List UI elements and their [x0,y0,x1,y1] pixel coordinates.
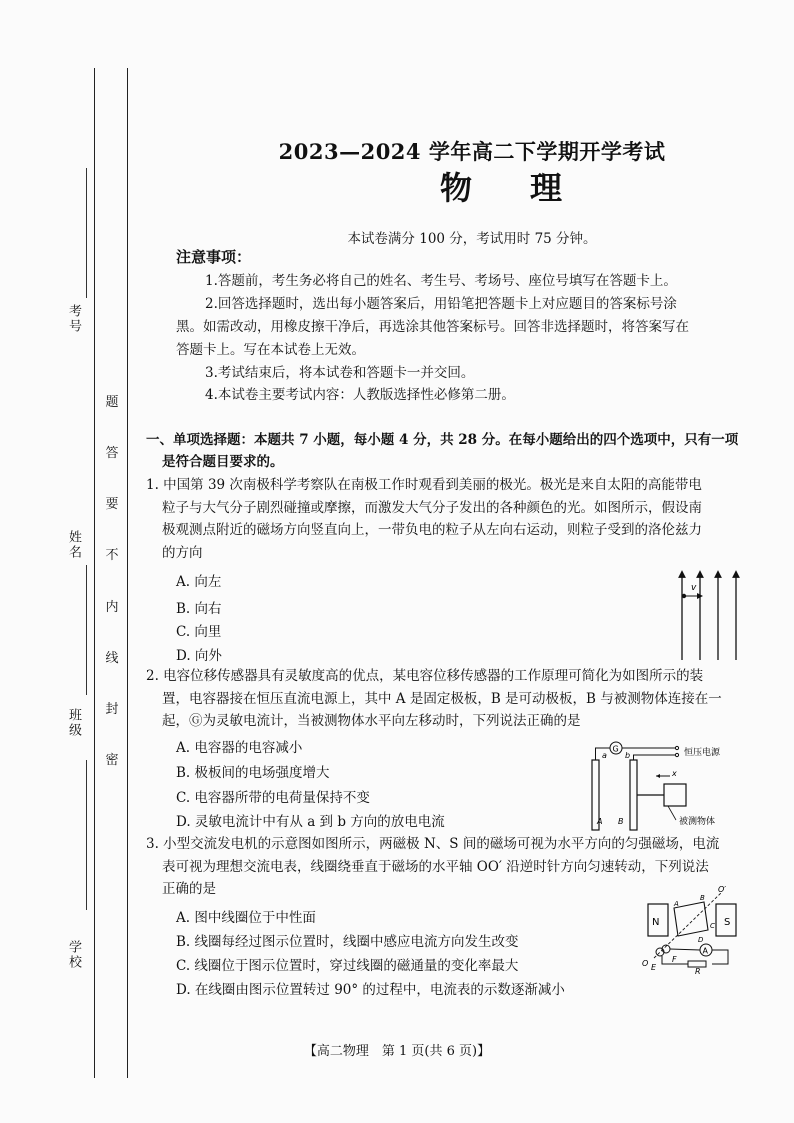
question-1 [146,474,746,564]
displacement-label: x [672,769,677,778]
seal-char: 不 [105,548,119,564]
q3-option-a: A. 图中线圈位于中性面 [176,910,316,926]
q3-option-d: D. 在线圈由图示位置转过 90° 的过程中，电流表的示数逐渐减小 [176,982,565,998]
q1-option-c: C. 向里 [176,624,222,640]
q2-option-c: C. 电容器所带的电荷量保持不变 [176,790,370,806]
plate-b-label: B [618,817,624,826]
class-blank [86,760,87,910]
q2-line-2: 置，电容器接在恒压直流电源上，其中 A 是固定极板，B 是可动极板，B 与被测物体连接在一 [162,690,722,707]
page-footer: 【高二物理 第 1 页(共 6 页)】 [303,1044,491,1059]
section-line-1: 一、单项选择题：本题共 7 小题，每小题 4 分，共 28 分。在每小题给出的四个选项中，只有一项 [146,432,739,448]
q1-option-a: A. 向左 [176,574,222,590]
seal-char: 封 [105,701,119,717]
q2-line-3: 起，Ⓖ为灵敏电流计，当被测物体水平向左移动时，下列说法正确的是 [162,713,581,729]
plate-b [630,760,637,830]
pole-s-label: S [724,917,731,928]
name-blank [86,565,87,695]
q3-option-b: B. 线圈每经过图示位置时，线圈中感应电流方向发生改变 [176,934,519,950]
exam-meta: 本试卷满分 100 分，考试用时 75 分钟。 [347,231,597,247]
velocity-label: v [691,583,697,593]
q1-line-3: 极观测点附近的磁场方向竖直向上，一带负电的粒子从左向右运动，则粒子受到的洛伦兹力 [162,522,702,538]
seal-char: 内 [105,599,119,615]
note-4: 4.本试卷主要考试内容：人教版选择性必修第二册。 [205,387,515,403]
coil [674,902,708,936]
note-2c: 答题卡上。写在本试卷上无效。 [176,342,365,358]
seal-char: 要 [105,497,119,513]
particle [682,594,686,598]
school-label: 学校 [66,940,81,970]
coil-b-label: B [700,894,705,902]
coil-c-label: C [710,922,715,930]
pole-n-label: N [652,917,660,928]
q1-option-b: B. 向右 [176,601,222,617]
binding-line-left [94,68,95,1078]
q2-figure-capacitor-sensor [588,738,748,834]
q3-line-2: 表可视为理想交流电表，线圈绕垂直于磁场的水平轴 OO′ 沿逆时针方向匀速转动，下列说法 [162,858,709,875]
q2-option-b: B. 极板间的电场强度增大 [176,765,330,781]
q3-line-1: 3. 小型交流发电机的示意图如图所示，两磁极 N、S 间的磁场可视为水平方向的匀强磁场，电流 [146,836,720,852]
object-label: 被测物体 [679,817,716,827]
q3-figure-ac-generator [640,884,744,974]
q2-option-a: A. 电容器的电容减小 [176,740,303,756]
q1-line-1: 1. 中国第 39 次南极科学考察队在南极工作时观看到美丽的极光。极光是来自太阳的高能带电 [146,477,702,493]
terminal-plus [675,746,678,749]
class-label: 班级 [66,708,81,738]
q3-line-3: 正确的是 [162,881,216,897]
note-2b: 黑。如需改动，用橡皮擦干净后，再选涂其他答案标号。回答非选择题时，将答案写在 [176,319,689,335]
terminal-minus [675,753,678,756]
subject-title: 物理 [439,169,620,207]
seal-char: 线 [105,650,119,666]
q1-line-4: 的方向 [162,544,203,561]
q2-option-d: D. 灵敏电流计中有从 a 到 b 方向的放电电流 [176,814,445,830]
q1-option-d: D. 向外 [176,648,222,664]
note-1: 1.答题前，考生务必将自己的姓名、考生号、考场号、座位号填写在答题卡上。 [205,273,677,289]
section-line-2: 是符合题目要求的。 [162,454,284,470]
node-a-label: a [602,751,607,760]
axis-o-prime-label: O′ [718,885,727,894]
plate-a-label: A [597,817,603,826]
power-supply-label: 恒压电源 [684,748,721,758]
q3-option-c: C. 线圈位于图示位置时，穿过线圈的磁通量的变化率最大 [176,958,519,974]
note-2a: 2.回答选择题时，选出每小题答案后，用铅笔把答题卡上对应题目的答案标号涂 [205,296,677,312]
binding-line-right [127,68,128,1078]
galvanometer-label: G [612,744,619,754]
q1-line-2: 粒子与大气分子剧烈碰撞或摩擦，而激发大气分子发出的各种颜色的光。如图所示，假设南 [162,499,702,516]
brush-e-label: E [651,963,657,972]
seal-char: 题 [105,395,119,410]
question-2 [146,665,746,733]
exam-title: 2023—2024 学年高二下学期开学考试 [278,139,666,164]
seal-char: 密 [105,752,119,768]
node-b-label: b [625,751,631,760]
exam-no-label: 考号 [66,304,81,334]
resistor-label: R [695,967,701,974]
measured-object [664,784,686,806]
section-heading [146,429,746,473]
axis-o-label: O [642,959,649,968]
seal-char: 答 [105,446,119,462]
brush-f-label: F [672,955,677,964]
seal-text [103,396,121,768]
name-label: 姓名 [66,530,81,560]
note-3: 3.考试结束后，将本试卷和答题卡一并交回。 [205,365,475,381]
q1-figure-magnetic-field [670,570,742,662]
exam-no-blank [86,168,87,298]
ammeter-label: A [702,946,708,956]
coil-d-label: D [698,936,704,944]
coil-a-label: A [674,900,679,908]
q2-line-1: 2. 电容位移传感器具有灵敏度高的优点，某电容位移传感器的工作原理可简化为如图所示的装 [146,668,704,684]
notes-heading: 注意事项： [176,248,252,266]
